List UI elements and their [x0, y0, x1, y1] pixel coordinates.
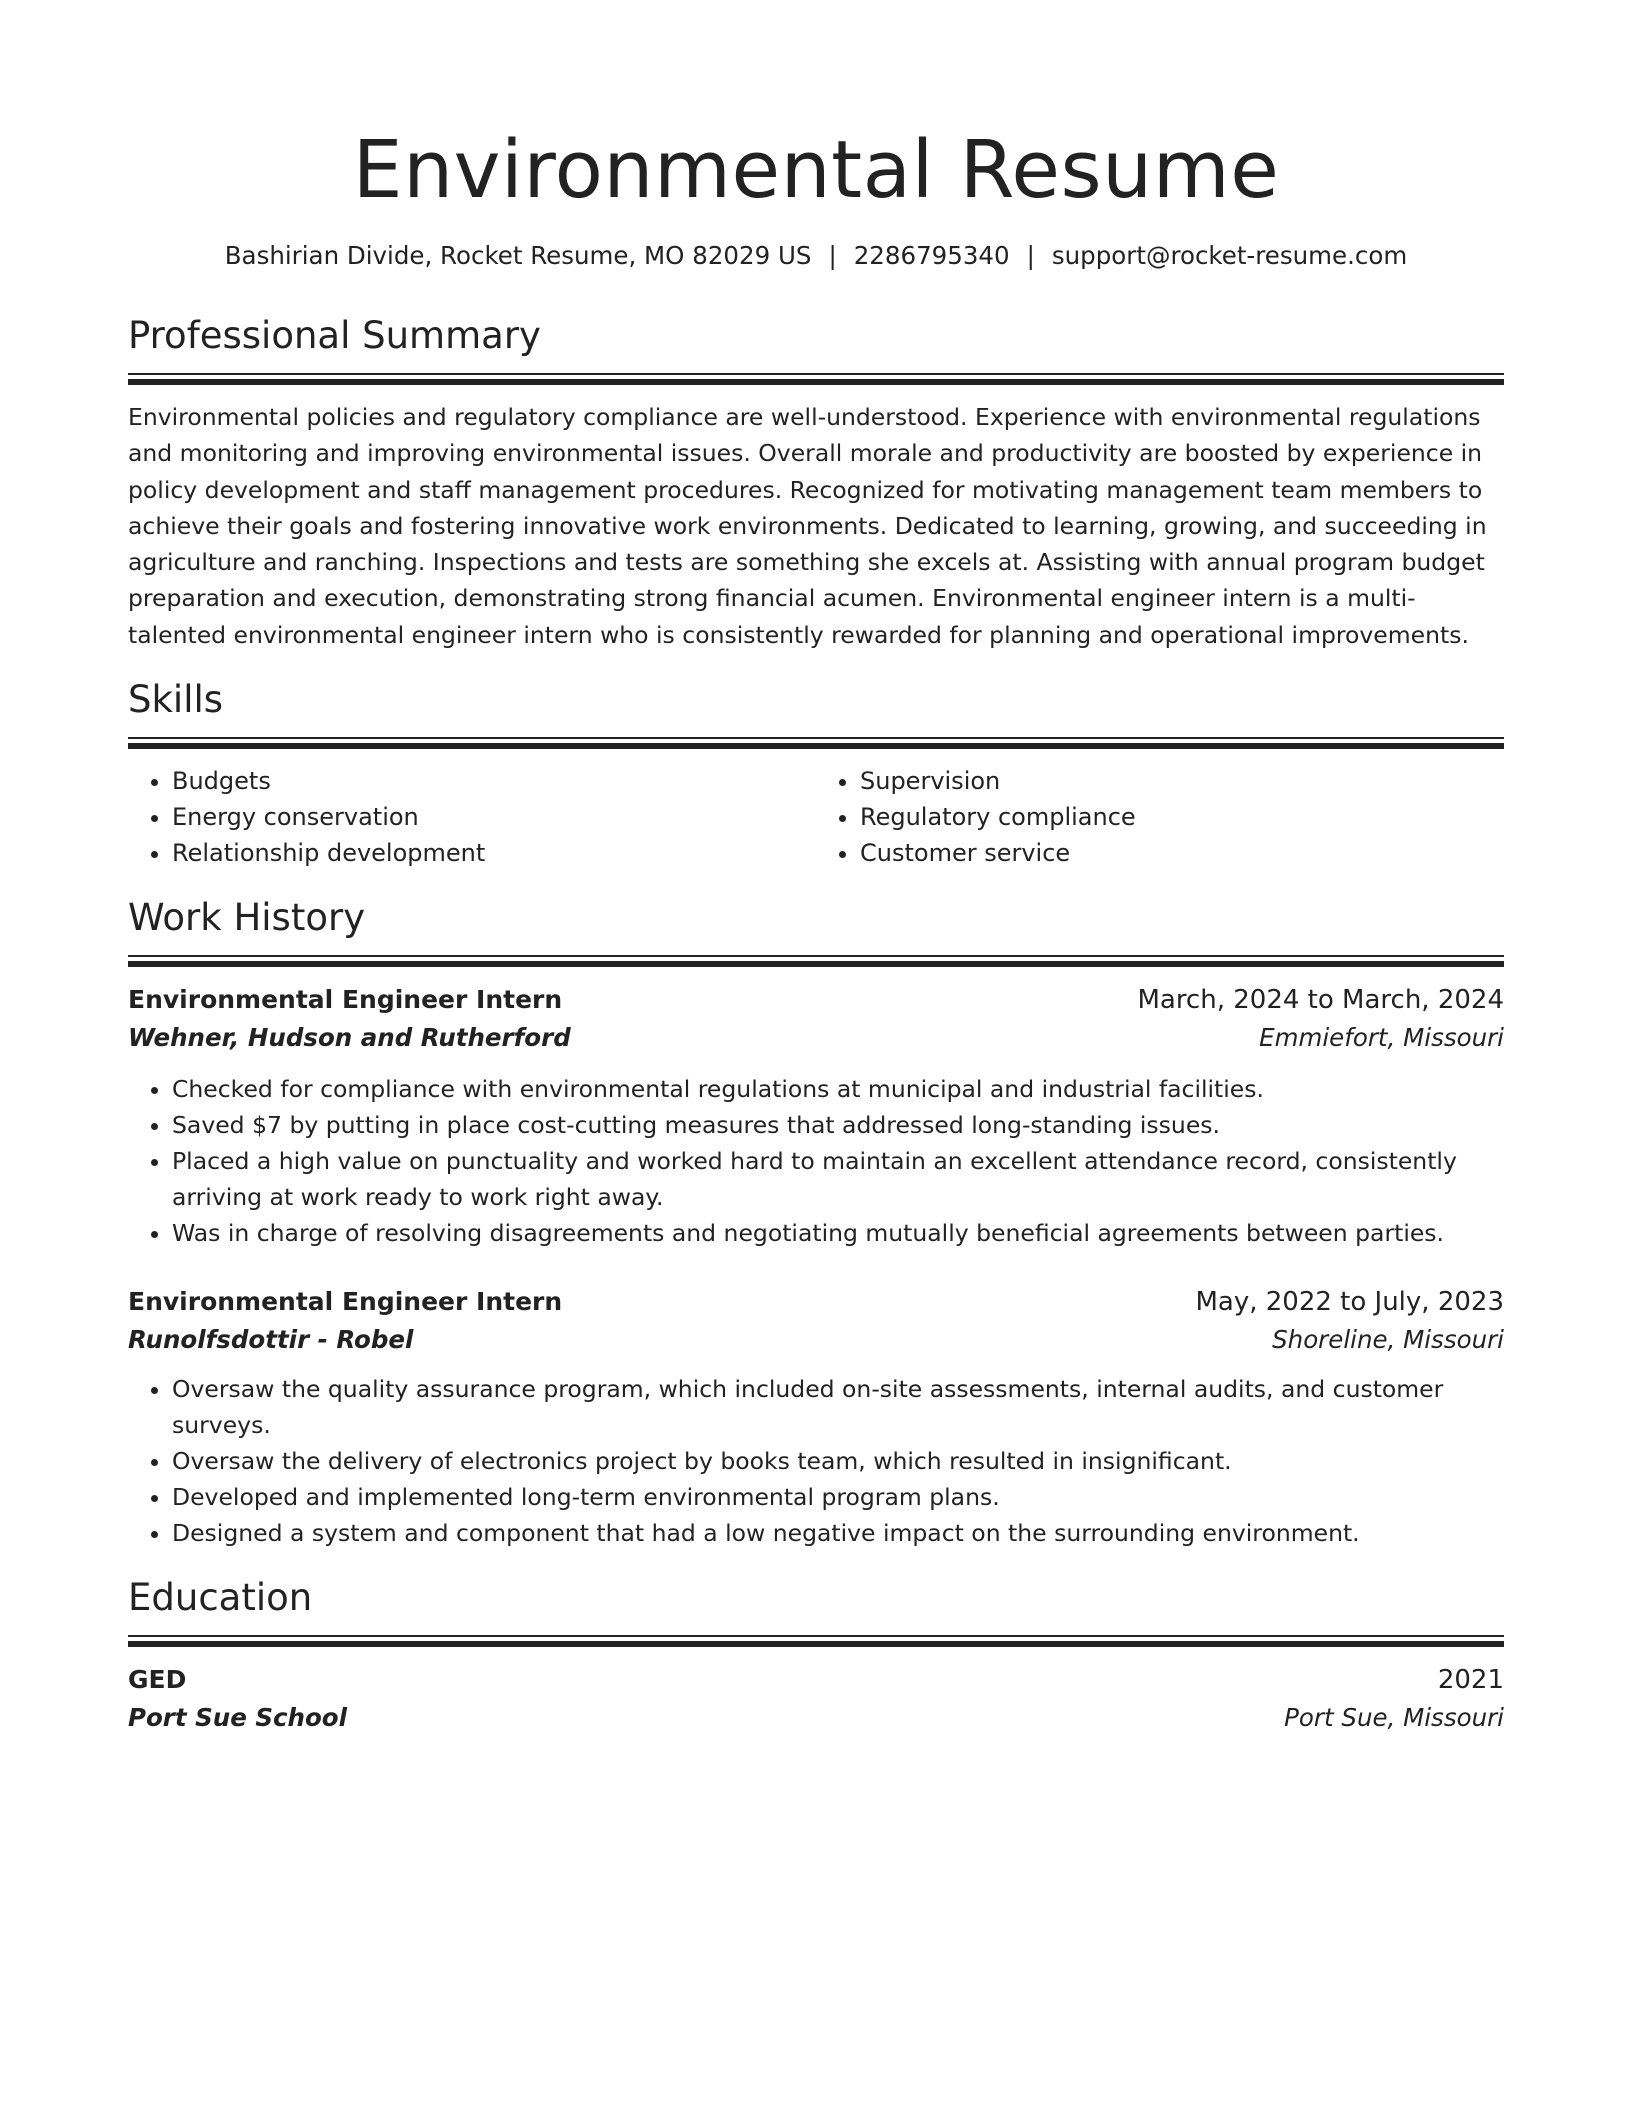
work-heading: Work History: [128, 896, 366, 940]
skills-section: [128, 675, 1504, 871]
resume-title: Environmental Resume: [352, 124, 1280, 216]
education-school: Port Sue School: [128, 1703, 348, 1733]
job-title: Environmental Engineer Intern: [128, 985, 563, 1015]
summary-section: [128, 311, 1504, 653]
job-subheader: [128, 1019, 1504, 1057]
education-heading: Education: [128, 1576, 313, 1620]
job-bullet: • Saved $7 by putting in place cost-cutting measures that addressed long-standing issues.: [172, 1107, 1504, 1143]
summary-text: Environmental policies and regulatory compliance are well-understood. Experience with environmental regulations and monitoring and improving environmental issues. Overall morale and productivity are boosted by experience in policy development and staff management procedures. Recognized for motivating management team members to achieve their goals and fostering innovative work environments. Dedicated to learning, growing, and succeeding in agriculture and ranching. Inspections and tests are something she excels at. Assisting with annual program budget preparation and execution, demonstrating strong financial acumen. Environmental engineer intern is a multi-talented environmental engineer intern who is consistently rewarded for planning and operational improvements.: [128, 403, 1487, 649]
job-bullet: • Placed a high value on punctuality and worked hard to maintain an excellent attendance record, consistently arriving at work ready to work right away.: [172, 1143, 1504, 1215]
job-bullet: • Oversaw the delivery of electronics project by books team, which resulted in insignificant.: [172, 1443, 1504, 1479]
skill-item: • Supervision: [860, 763, 1504, 799]
contact-phone: 2286795340: [853, 241, 1010, 270]
skill-item: • Relationship development: [172, 835, 816, 871]
job-bullets: [128, 1371, 1504, 1551]
section-rule: [128, 737, 1504, 749]
education-entry: [128, 1661, 1504, 1737]
job-bullet: • Was in charge of resolving disagreements and negotiating mutually beneficial agreements between parties.: [172, 1215, 1504, 1251]
resume-page: [128, 0, 1504, 1737]
contact-separator: |: [828, 241, 837, 270]
education-degree: GED: [128, 1665, 187, 1695]
job-bullet: • Designed a system and component that had a low negative impact on the surrounding environment.: [172, 1515, 1504, 1551]
education-header: [128, 1661, 1504, 1699]
job-bullet: • Developed and implemented long-term environmental program plans.: [172, 1479, 1504, 1515]
job-header: [128, 981, 1504, 1019]
job-entry: [128, 981, 1504, 1251]
education-location: Port Sue, Missouri: [1284, 1703, 1504, 1733]
education-year: 2021: [1437, 1665, 1504, 1696]
contact-separator: |: [1026, 241, 1035, 270]
skills-heading: Skills: [128, 678, 224, 722]
job-header: [128, 1283, 1504, 1321]
skill-item: • Budgets: [172, 763, 816, 799]
job-company: Runolfsdottir - Robel: [128, 1325, 414, 1355]
job-location: Emmiefort, Missouri: [1259, 1023, 1504, 1053]
job-dates: May, 2022 to July, 2023: [1195, 1287, 1504, 1318]
education-section: [128, 1573, 1504, 1737]
job-dates: March, 2024 to March, 2024: [1137, 985, 1504, 1016]
contact-email: support@rocket-resume.com: [1051, 241, 1408, 270]
skill-item: • Customer service: [860, 835, 1504, 871]
section-rule: [128, 955, 1504, 967]
job-entry: [128, 1283, 1504, 1551]
skill-item: • Regulatory compliance: [860, 799, 1504, 835]
education-subheader: [128, 1699, 1504, 1737]
job-bullet: • Checked for compliance with environmental regulations at municipal and industrial facilities.: [172, 1071, 1504, 1107]
job-company: Wehner, Hudson and Rutherford: [128, 1023, 571, 1053]
skill-item: • Energy conservation: [172, 799, 816, 835]
job-location: Shoreline, Missouri: [1272, 1325, 1504, 1355]
job-bullet: • Oversaw the quality assurance program, which included on-site assessments, internal audits, and customer surveys.: [172, 1371, 1504, 1443]
section-rule: [128, 373, 1504, 385]
job-title: Environmental Engineer Intern: [128, 1287, 563, 1317]
contact-line: [128, 238, 1504, 274]
contact-address: Bashirian Divide, Rocket Resume, MO 82029 US: [224, 241, 812, 270]
skills-left-list: [128, 763, 816, 871]
skills-right-list: [816, 763, 1504, 871]
skills-columns: [128, 763, 1504, 871]
job-bullets: [128, 1071, 1504, 1251]
summary-heading: Professional Summary: [128, 314, 541, 357]
work-section: [128, 893, 1504, 1551]
job-subheader: [128, 1321, 1504, 1359]
section-rule: [128, 1635, 1504, 1647]
